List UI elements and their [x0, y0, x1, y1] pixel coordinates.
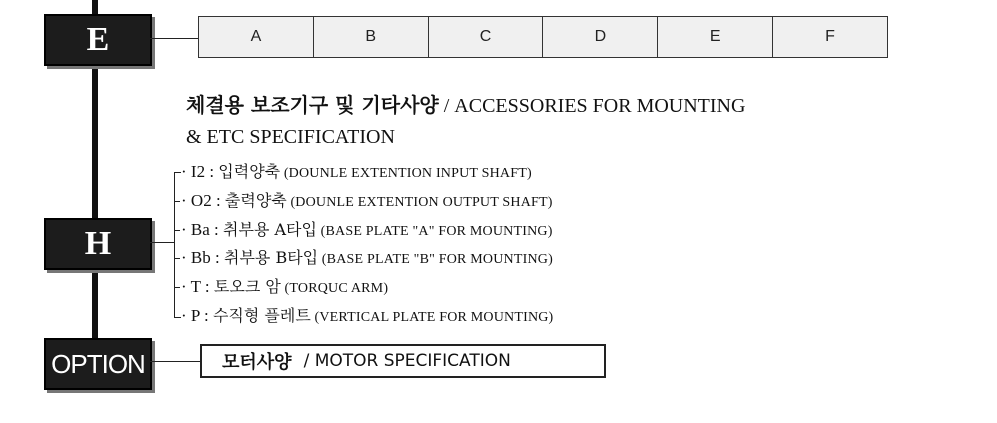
option-code: · I2 : — [181, 162, 219, 181]
heading-english-2: & ETC SPECIFICATION — [186, 126, 395, 148]
code-label-h: H — [84, 225, 112, 262]
option-code: · Bb : — [181, 248, 224, 267]
connector-h — [150, 242, 174, 243]
code-box-e — [44, 14, 152, 66]
option-korean: 토오크 암 — [213, 277, 281, 296]
option-grid — [198, 16, 888, 58]
option-korean: 출력양축 — [224, 191, 287, 210]
bracket-tick — [174, 258, 180, 259]
bracket-tick — [174, 230, 180, 231]
motor-english: / MOTOR SPECIFICATION — [303, 351, 511, 371]
option-english: (TORQUC ARM) — [280, 281, 389, 296]
option-english: (BASE PLATE "A" FOR MOUNTING) — [316, 224, 553, 239]
option-korean: 취부용 B타입 — [223, 248, 319, 267]
code-label-e: E — [86, 21, 110, 58]
option-korean: 입력양축 — [218, 162, 281, 181]
option-english: (BASE PLATE "B" FOR MOUNTING) — [318, 252, 553, 267]
bracket-tick — [174, 201, 180, 202]
grid-cell: C — [429, 17, 544, 57]
option-code: · T : — [181, 277, 214, 296]
option-english: (DOUNLE EXTENTION INPUT SHAFT) — [280, 166, 532, 181]
code-label-option: OPTION — [51, 348, 145, 379]
option-code: · Ba : — [181, 220, 224, 239]
grid-cell: B — [314, 17, 429, 57]
options-bracket — [174, 172, 181, 318]
motor-spec-box — [200, 344, 606, 378]
heading-korean: 체결용 보조기구 및 기타사양 — [186, 93, 439, 117]
option-code: · P : — [181, 306, 213, 325]
option-english: (VERTICAL PLATE FOR MOUNTING) — [310, 310, 554, 325]
motor-korean: 모터사양 — [222, 352, 292, 373]
option-item-p — [181, 306, 553, 328]
option-korean: 수직형 플레트 — [212, 306, 311, 325]
option-item-i2 — [181, 162, 532, 184]
accessories-heading — [186, 90, 946, 153]
bracket-tick — [174, 287, 180, 288]
option-korean: 취부용 A타입 — [223, 220, 317, 239]
option-code: · O2 : — [181, 191, 225, 210]
option-item-t — [181, 277, 388, 299]
option-item-o2 — [181, 191, 553, 213]
code-box-h — [44, 218, 152, 270]
heading-english-1: / ACCESSORIES FOR MOUNTING — [438, 95, 746, 117]
code-box-option — [44, 338, 152, 390]
option-english: (DOUNLE EXTENTION OUTPUT SHAFT) — [286, 195, 553, 210]
connector-e — [150, 38, 198, 39]
grid-cell: F — [825, 28, 835, 45]
grid-cell: D — [543, 17, 658, 57]
grid-cell: E — [658, 17, 773, 57]
grid-cell: A — [199, 17, 314, 57]
connector-option — [150, 361, 200, 362]
option-item-ba — [181, 220, 553, 242]
option-item-bb — [181, 248, 553, 270]
